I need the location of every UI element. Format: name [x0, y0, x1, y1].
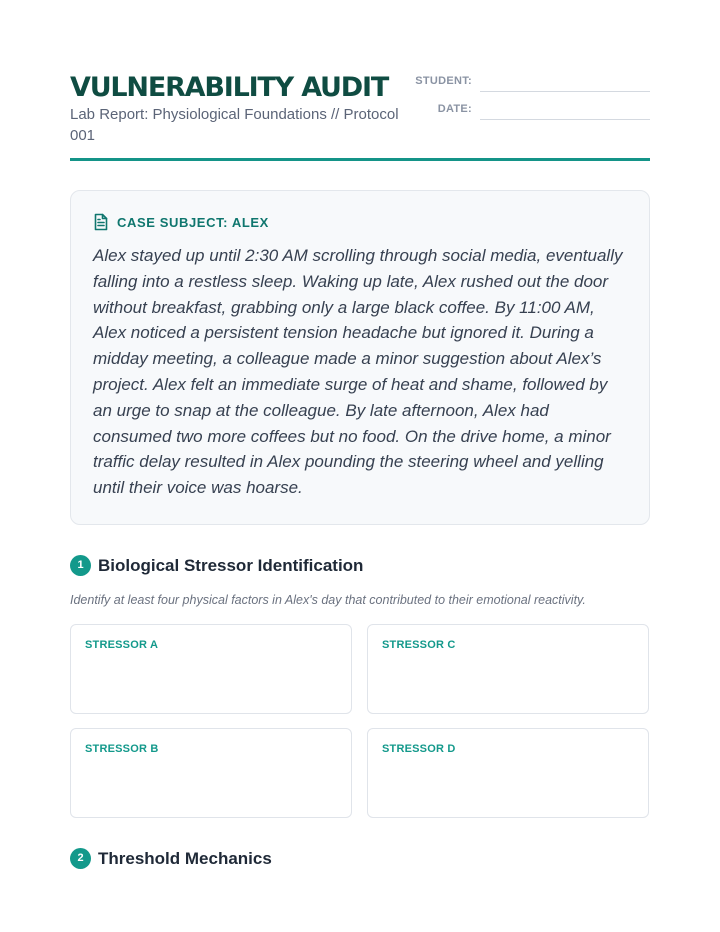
- section-number-badge: 1: [70, 555, 91, 576]
- document-icon: [93, 213, 109, 231]
- header: [70, 70, 650, 162]
- stressor-a-box[interactable]: [70, 624, 352, 714]
- page-subtitle: Lab Report: Physiological Foundations // Protocol 001: [70, 106, 399, 144]
- section-number-badge: 2: [70, 848, 91, 869]
- student-label: STUDENT:: [415, 75, 472, 87]
- stressor-b-box[interactable]: [70, 728, 352, 818]
- section-title: Threshold Mechanics: [98, 849, 272, 868]
- section-1-header: [70, 555, 650, 577]
- stressor-d-box[interactable]: [367, 728, 649, 818]
- date-field[interactable]: [410, 100, 650, 122]
- page-title: VULNERABILITY AUDIT: [70, 72, 389, 103]
- stressor-a-label: STRESSOR A: [85, 639, 159, 651]
- stressor-c-box[interactable]: [367, 624, 649, 714]
- case-subject-label: CASE SUBJECT: ALEX: [117, 215, 269, 230]
- stressor-d-label: STRESSOR D: [382, 743, 456, 755]
- date-line[interactable]: [480, 119, 650, 120]
- header-divider: [70, 158, 650, 161]
- date-label: DATE:: [437, 103, 472, 115]
- stressor-c-label: STRESSOR C: [382, 639, 456, 651]
- student-field[interactable]: [410, 72, 650, 94]
- section-title: Biological Stressor Identification: [98, 556, 364, 575]
- stressor-b-label: STRESSOR B: [85, 743, 159, 755]
- case-card: [70, 190, 650, 525]
- section-1-instruction: Identify at least four physical factors in Alex's day that contributed to their emotional reactivity.: [70, 593, 586, 607]
- section-2-header: [70, 848, 650, 870]
- student-line[interactable]: [480, 91, 650, 92]
- case-description: Alex stayed up until 2:30 AM scrolling through social media, eventually falling into a restless sleep. Waking up late, Alex rushed out the door without breakfast, grabbing only a large black coffee. By 11:00 AM, Alex noticed a persistent tension headache but ignored it. During a midday meeting, a colleague made a minor suggestion about Alex’s project. Alex felt an immediate surge of heat and shame, followed by an urge to snap at the colleague. By late afternoon, Alex had consumed two more coffees but no food. On the drive home, a minor traffic delay resulted in Alex pounding the steering wheel and yelling until their voice was hoarse.: [93, 246, 623, 498]
